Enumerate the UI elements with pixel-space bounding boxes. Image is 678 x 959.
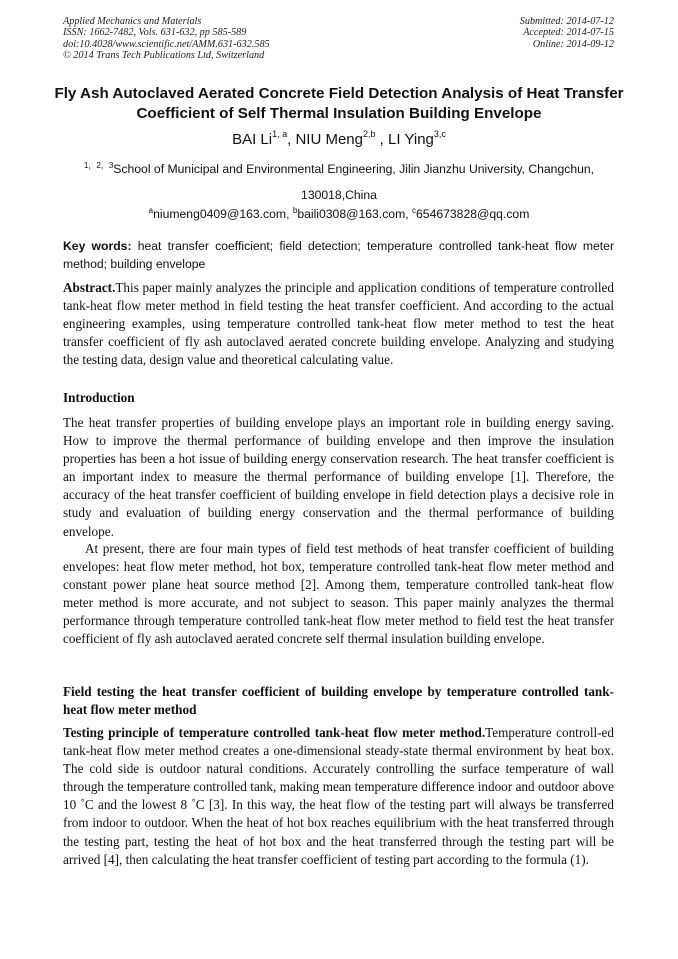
- author-name: NIU Meng: [295, 131, 363, 148]
- affiliation: [60, 156, 618, 208]
- journal-header-right: [520, 16, 614, 50]
- email-list: [0, 207, 678, 221]
- journal-name: Applied Mechanics and Materials: [63, 16, 202, 27]
- issn-line: ISSN: 1662-7482, Vols. 631-632, pp 585-589: [63, 27, 247, 39]
- email-address[interactable]: 654673828@qq.com: [416, 207, 530, 221]
- author-name: BAI Li: [232, 131, 273, 148]
- accepted-date: Accepted: 2014-07-15: [523, 27, 614, 39]
- email-sup: b: [292, 206, 298, 215]
- subsection-heading: Testing principle of temperature controlled tank-heat flow meter method.: [63, 725, 486, 740]
- abstract: [63, 279, 614, 369]
- section-text: Temperature controll-ed tank-heat flow meter method creates a one-dimensional steady-state thermal environment by heat box. The cold side is outdoor natural conditions. Accurately controlling the surface temperature of wall through the temperature controlled tank, making mean temperature difference indoor and outdoor above 10 ˚C and the lowest 8 ˚C [3]. In this way, the heat flow of the testing part will always be transferred from indoor to outdoor. When the heat of hot box reaches equilibrium with the heat transferred through the testing part, testing the heat of hot box and the heat transferred through the testing part will be arrived [4], then calculating the heat transfer coefficient of testing part according to the formula (1).: [63, 725, 614, 867]
- author-sup: 1, a: [272, 129, 288, 139]
- email-sup: c: [412, 206, 417, 215]
- introduction-para-1: The heat transfer properties of building envelope plays an important role in building energy saving. How to improve the thermal performance of building envelope and then improve the insulation properties has been a hot issue of building energy conservation research. The heat transfer coefficient is an important index to measure the thermal performance of building envelope [1]. Therefore, the accuracy of the heat transfer coefficient of building envelope in field detection plays a decisive role in study and evaluation of building energy conservation and the thermal performance of building envelope.: [63, 415, 614, 539]
- author-sup: 2,b: [363, 129, 376, 139]
- introduction-para-2: At present, there are four main types of field test methods of heat transfer coefficient of building envelopes: heat flow meter method, hot box, temperature controlled tank-heat flow meter method and constant power plane heat source method [2]. Among them, temperature controlled tank-heat flow meter method is more accurate, and not subject to season. This paper mainly analyzes the thermal performance through temperature controlled tank-heat flow meter method to field test the heat transfer coefficient of fly ash autoclaved aerated concrete self thermal insulation building envelope.: [63, 541, 614, 647]
- section-heading: Field testing the heat transfer coefficient of building envelope by temperature controlled tank-heat flow meter method: [63, 684, 614, 718]
- author-list: [0, 131, 678, 148]
- keywords: [63, 237, 614, 273]
- email-address[interactable]: baili0308@163.com: [297, 207, 406, 221]
- author-name: LI Ying: [388, 131, 434, 148]
- author-sep: ,: [287, 131, 296, 148]
- submitted-date: Submitted: 2014-07-12: [519, 16, 614, 27]
- section-para-1: [63, 724, 614, 869]
- abstract-label: Abstract.: [63, 280, 116, 295]
- journal-header-left: [63, 16, 270, 62]
- author-sep: ,: [375, 131, 389, 148]
- email-sep: ,: [405, 207, 413, 221]
- introduction-heading: Introduction: [63, 390, 135, 405]
- abstract-text: This paper mainly analyzes the principle and application conditions of temperature controlled tank-heat flow meter method in field testing the heat transfer coefficient. And according to the actual engineering examples, using temperature controlled tank-heat flow meter method to test the heat transfer coefficient of fly ash autoclaved aerated concrete building envelope. Analyzing and studying the testing data, design value and theoretical calculating value.: [63, 280, 614, 368]
- email-sup: a: [148, 206, 154, 215]
- paper-title: Fly Ash Autoclaved Aerated Concrete Field Detection Analysis of Heat Transfer Coefficient of Self Thermal Insulation Building Envelope: [54, 85, 624, 122]
- online-date: Online: 2014-09-12: [532, 38, 614, 50]
- doi-line: doi:10.4028/www.scientific.net/AMM.631-632.585: [63, 38, 270, 50]
- affiliation-text: School of Municipal and Environmental Engineering, Jilin Jianzhu University, Changchun, 130018,China: [113, 162, 595, 202]
- copyright-line: © 2014 Trans Tech Publications Ltd, Switzerland: [63, 50, 265, 62]
- author-sup: 3,c: [433, 129, 446, 139]
- email-address[interactable]: niumeng0409@163.com: [153, 207, 287, 221]
- keywords-text: heat transfer coefficient; field detection; temperature controlled tank-heat flow meter method; building envelope: [63, 239, 614, 271]
- affiliation-sup: 1，2，3: [83, 161, 114, 170]
- email-sep: ,: [286, 207, 293, 221]
- keywords-label: Key words:: [63, 239, 132, 253]
